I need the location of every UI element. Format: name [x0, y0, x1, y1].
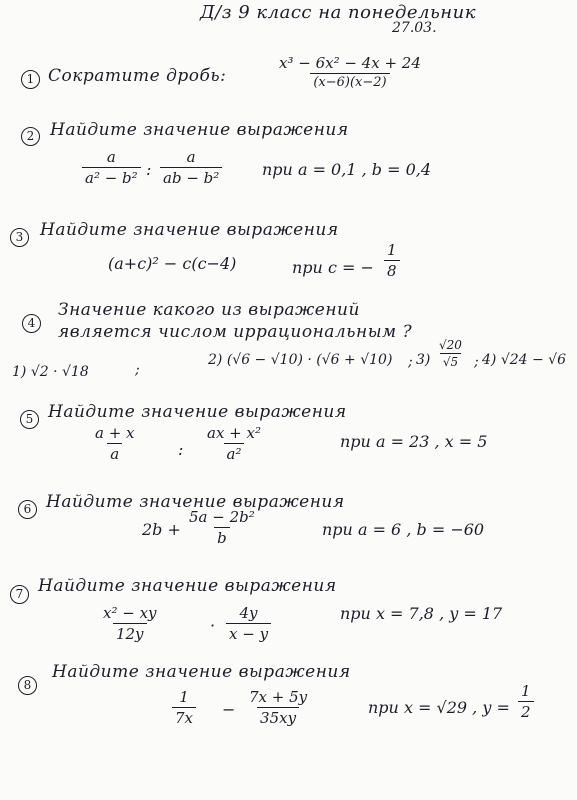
task-number: 3 — [10, 228, 29, 247]
fraction-denominator: b — [214, 527, 230, 547]
fraction-denominator: 8 — [384, 260, 400, 280]
task-number: 4 — [22, 314, 41, 333]
fraction-numerator: ax + x² — [207, 424, 261, 442]
fraction-denominator: a² — [224, 443, 245, 463]
task-condition: при a = 0,1 , b = 0,4 — [262, 160, 432, 179]
task-instruction: Найдите значение выражения — [52, 662, 351, 682]
fraction-denominator: ab − b² — [160, 167, 222, 187]
task-fraction-2 — [246, 688, 310, 727]
task-instruction: Сократите дробь: — [48, 66, 227, 86]
fraction-denominator: 7x — [172, 707, 196, 727]
fraction-numerator: 7x + 5y — [249, 688, 308, 706]
fraction-numerator: √20 — [439, 338, 462, 352]
fraction-denominator: x − y — [226, 623, 271, 643]
header-title: Д/з 9 класс на понедельник — [200, 2, 477, 23]
fraction-denominator: √5 — [440, 353, 461, 369]
task-instruction: Найдите значение выражения — [40, 220, 339, 240]
option-1: 1) √2 · √18 — [12, 364, 89, 380]
fraction-numerator: x³ − 6x² − 4x + 24 — [279, 54, 421, 72]
task-number: 1 — [21, 70, 40, 89]
task-number: 7 — [10, 585, 29, 604]
task-instruction: Найдите значение выражения — [38, 576, 337, 596]
fraction-denominator: 2 — [518, 701, 534, 721]
task-condition: при a = 6 , b = −60 — [322, 520, 485, 539]
header-date: 27.03. — [392, 20, 437, 36]
task-expression-prefix: 2b + — [142, 520, 181, 539]
task-condition: при x = 7,8 , y = 17 — [340, 604, 503, 623]
task-instruction: Найдите значение выражения — [46, 492, 345, 512]
fraction-numerator: 5a − 2b² — [189, 508, 255, 526]
option-3-fraction — [436, 338, 465, 369]
task-instruction-line2: является числом иррациональным ? — [58, 322, 413, 342]
operator: · — [210, 616, 216, 635]
task-condition: при x = √29 , y = — [368, 698, 510, 717]
fraction-denominator: (x−6)(x−2) — [310, 73, 389, 90]
task-fraction-1 — [172, 688, 196, 727]
fraction-numerator: 1 — [521, 682, 531, 700]
fraction-numerator: a — [186, 148, 196, 166]
fraction-numerator: 4y — [239, 604, 258, 622]
task-instruction: Найдите значение выражения — [50, 120, 349, 140]
task-condition: при c = − — [292, 258, 374, 277]
task-fraction-1 — [100, 604, 160, 643]
option-2: 2) (√6 − √10) · (√6 + √10) — [208, 352, 393, 368]
task-instruction-line1: Значение какого из выражений — [58, 300, 360, 320]
task-fraction-2 — [204, 424, 264, 463]
task-fraction-1 — [82, 148, 141, 187]
option-4: 4) √24 − √6 — [482, 352, 567, 368]
task-fraction-1 — [186, 508, 258, 547]
operator: : — [146, 160, 152, 179]
task-fraction-1 — [92, 424, 138, 463]
fraction-numerator: x² − xy — [103, 604, 157, 622]
task-instruction: Найдите значение выражения — [48, 402, 347, 422]
task-number: 5 — [20, 410, 39, 429]
task-expression: (a+c)² − c(c−4) — [108, 254, 237, 273]
task-number: 2 — [21, 127, 40, 146]
fraction-denominator: a — [107, 443, 122, 463]
task-number: 6 — [18, 500, 37, 519]
fraction-denominator: 35xy — [257, 707, 299, 727]
condition-fraction — [384, 241, 400, 280]
task-fraction-2 — [226, 604, 271, 643]
fraction-denominator: a² − b² — [82, 167, 141, 187]
option-3-label: 3) — [416, 352, 431, 368]
task-fraction — [276, 54, 424, 90]
condition-fraction — [518, 682, 534, 721]
fraction-numerator: a — [106, 148, 116, 166]
fraction-numerator: 1 — [387, 241, 397, 259]
fraction-numerator: 1 — [179, 688, 189, 706]
operator: : — [178, 440, 184, 459]
task-number: 8 — [18, 676, 37, 695]
fraction-numerator: a + x — [95, 424, 135, 442]
task-condition: при a = 23 , x = 5 — [340, 432, 488, 451]
task-fraction-2 — [160, 148, 222, 187]
fraction-denominator: 12y — [113, 623, 147, 643]
operator: − — [222, 700, 236, 719]
